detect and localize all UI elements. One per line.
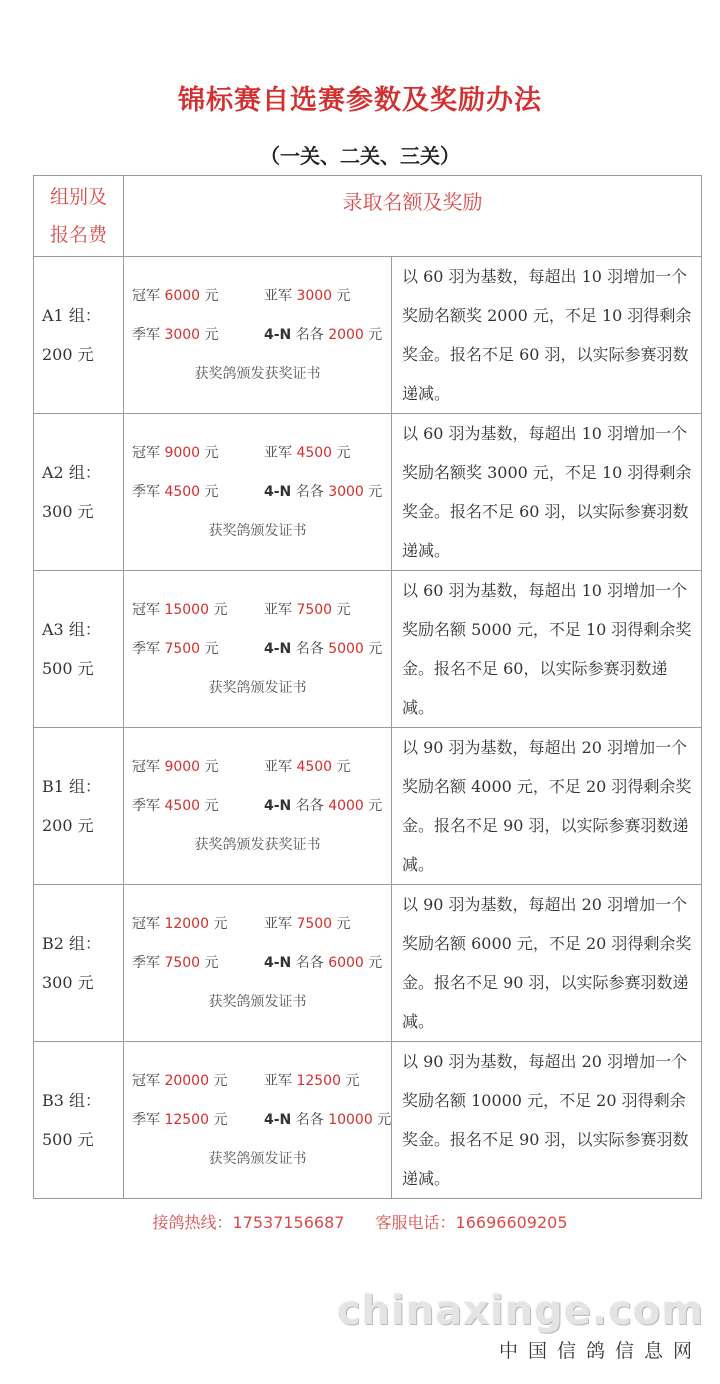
champion-label: 冠军 [132,758,160,775]
champion-label: 冠军 [132,444,160,461]
champion-amount: 12000 [164,915,209,932]
rule-cell: 以 60 羽为基数，每超出 10 羽增加一个奖励名额 5000 元，不足 10 羽得剩余奖金。报名不足 60，以实际参赛羽数递减。 [392,571,702,728]
third-amount: 7500 [164,954,201,971]
champion-unit: 元 [204,758,219,775]
n-label: 4-N [264,1111,292,1128]
service-phone-text: 客服电话：16696609205 [375,1213,568,1232]
runnerup-label: 亚军 [264,758,292,775]
runnerup-unit: 元 [336,287,351,304]
group-fee: 200 元 [42,816,94,835]
certificate-note: 获奖鸽颁发证书 [208,1150,307,1167]
group-cell [34,257,124,414]
champion-label: 冠军 [132,915,160,932]
table-row [34,728,702,885]
runnerup-unit: 元 [336,444,351,461]
n-text: 名各 [295,797,324,814]
third-unit: 元 [204,797,219,814]
group-cell [34,571,124,728]
group-fee: 500 元 [42,659,94,678]
third-amount: 3000 [164,326,201,343]
group-name: B1 组： [42,777,102,796]
runnerup-amount: 7500 [296,601,333,618]
prize-cell [124,728,392,885]
champion-amount: 9000 [164,758,201,775]
n-label: 4-N [264,483,292,500]
champion-unit: 元 [213,1072,228,1089]
n-label: 4-N [264,326,292,343]
prize-cell [124,885,392,1042]
rule-cell: 以 90 羽为基数，每超出 20 羽增加一个奖励名额 4000 元，不足 20 羽得剩余奖金。报名不足 90 羽，以实际参赛羽数递减。 [392,728,702,885]
page-title: 锦标赛自选赛参数及奖励办法 [178,85,542,116]
runnerup-label: 亚军 [264,915,292,932]
group-name: A1 组： [42,306,101,325]
prize-cell [124,257,392,414]
third-unit: 元 [204,640,219,657]
third-label: 季军 [132,954,160,971]
prize-cell [124,571,392,728]
runnerup-amount: 4500 [296,758,333,775]
n-text: 名各 [295,326,324,343]
third-unit: 元 [213,1111,228,1128]
champion-label: 冠军 [132,1072,160,1089]
champion-unit: 元 [204,287,219,304]
third-label: 季军 [132,1111,160,1128]
n-amount: 2000 [328,326,364,343]
n-unit: 元 [368,797,383,814]
group-name: A2 组： [42,463,101,482]
n-unit: 元 [368,326,383,343]
n-unit: 元 [368,640,383,657]
runnerup-amount: 3000 [296,287,333,304]
group-fee: 300 元 [42,973,94,992]
n-amount: 4000 [328,797,364,814]
n-text: 名各 [295,483,324,500]
champion-amount: 6000 [164,287,201,304]
n-text: 名各 [295,954,324,971]
n-amount: 6000 [328,954,364,971]
runnerup-amount: 4500 [296,444,333,461]
n-unit: 元 [368,483,383,500]
rule-cell: 以 90 羽为基数，每超出 20 羽增加一个奖励名额 10000 元，不足 20 羽得剩余奖金。报名不足 90 羽，以实际参赛羽数递减。 [392,1042,702,1199]
n-amount: 10000 [328,1111,373,1128]
runnerup-unit: 元 [336,601,351,618]
certificate-note: 获奖鸽颁发证书 [208,679,307,696]
table-row [34,257,702,414]
runnerup-label: 亚军 [264,444,292,461]
champion-label: 冠军 [132,287,160,304]
n-label: 4-N [264,640,292,657]
runnerup-label: 亚军 [264,1072,292,1089]
rule-cell: 以 60 羽为基数，每超出 10 羽增加一个奖励名额奖 2000 元，不足 10 羽得剩余奖金。报名不足 60 羽，以实际参赛羽数递减。 [392,257,702,414]
prize-cell [124,1042,392,1199]
certificate-note: 获奖鸽颁发获奖证书 [194,836,321,853]
third-unit: 元 [204,326,219,343]
runnerup-unit: 元 [336,758,351,775]
runnerup-unit: 元 [345,1072,360,1089]
champion-unit: 元 [213,601,228,618]
certificate-note: 获奖鸽颁发证书 [208,522,307,539]
group-cell [34,1042,124,1199]
prize-table [33,175,702,1199]
header-group-fee [34,176,124,257]
hotline-text: 接鸽热线：17537156687 [152,1213,345,1232]
header-left-line1: 组别及 [49,186,107,208]
watermark-tagline: 中国信鸽信息网 [498,1340,702,1362]
n-unit: 元 [368,954,383,971]
runnerup-label: 亚军 [264,287,292,304]
n-text: 名各 [295,640,324,657]
table-header-row [34,176,702,257]
n-text: 名各 [295,1111,324,1128]
rule-cell: 以 90 羽为基数，每超出 20 羽增加一个奖励名额 6000 元，不足 20 羽得剩余奖金。报名不足 90 羽，以实际参赛羽数递减。 [392,885,702,1042]
champion-amount: 9000 [164,444,201,461]
runnerup-amount: 12500 [296,1072,341,1089]
third-label: 季军 [132,797,160,814]
header-left-line2: 报名费 [49,224,107,246]
third-amount: 7500 [164,640,201,657]
group-fee: 300 元 [42,502,94,521]
group-cell [34,728,124,885]
runnerup-amount: 7500 [296,915,333,932]
group-name: B2 组： [42,934,102,953]
certificate-note: 获奖鸽颁发证书 [208,993,307,1010]
champion-label: 冠军 [132,601,160,618]
table-row [34,1042,702,1199]
third-amount: 4500 [164,483,201,500]
group-name: B3 组： [42,1091,102,1110]
third-label: 季军 [132,326,160,343]
runnerup-unit: 元 [336,915,351,932]
n-amount: 3000 [328,483,364,500]
n-amount: 5000 [328,640,364,657]
champion-unit: 元 [204,444,219,461]
n-label: 4-N [264,797,292,814]
page-subtitle: （一关、二关、三关） [260,144,460,168]
group-fee: 500 元 [42,1130,94,1149]
group-cell [34,414,124,571]
third-amount: 4500 [164,797,201,814]
rule-cell: 以 60 羽为基数，每超出 10 羽增加一个奖励名额奖 3000 元，不足 10 羽得剩余奖金。报名不足 60 羽，以实际参赛羽数递减。 [392,414,702,571]
header-quota-reward: 录取名额及奖励 [124,176,702,257]
third-label: 季军 [132,483,160,500]
group-cell [34,885,124,1042]
champion-amount: 20000 [164,1072,209,1089]
table-row [34,885,702,1042]
third-unit: 元 [204,954,219,971]
contact-footer [0,1210,720,1233]
watermark-logo: chinaxinge.com [336,1288,704,1334]
champion-amount: 15000 [164,601,209,618]
certificate-note: 获奖鸽颁发获奖证书 [194,365,321,382]
group-fee: 200 元 [42,345,94,364]
champion-unit: 元 [213,915,228,932]
table-row [34,414,702,571]
third-unit: 元 [204,483,219,500]
third-label: 季军 [132,640,160,657]
n-label: 4-N [264,954,292,971]
group-name: A3 组： [42,620,101,639]
prize-cell [124,414,392,571]
n-unit: 元 [377,1111,392,1128]
runnerup-label: 亚军 [264,601,292,618]
third-amount: 12500 [164,1111,209,1128]
table-row [34,571,702,728]
